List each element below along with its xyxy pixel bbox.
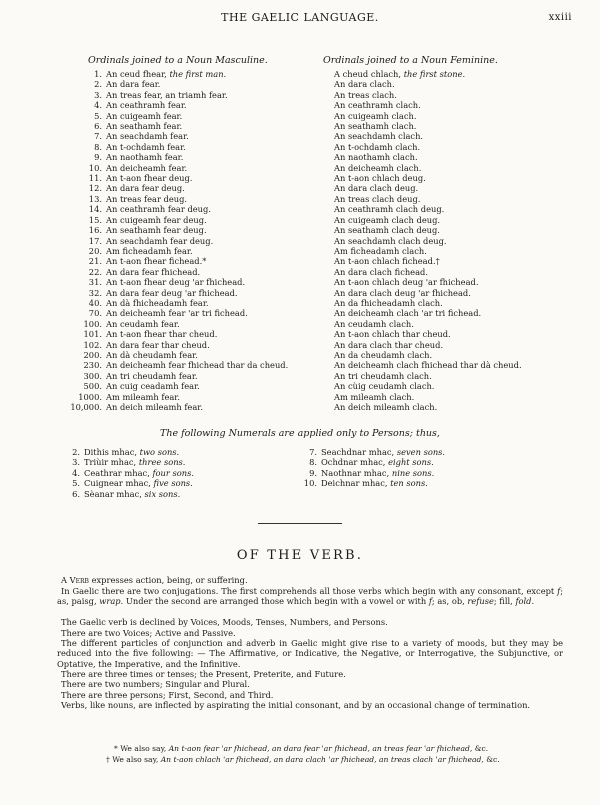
- ordinal-number: 5.: [94, 110, 102, 121]
- list-item: [58, 215, 288, 225]
- list-item: [334, 111, 522, 121]
- gaelic-text: An cuigeamh fear deug.: [106, 214, 207, 225]
- english-gloss: three sons.: [138, 457, 186, 468]
- gaelic-text: An t-ochdamh fear.: [106, 141, 186, 152]
- ordinal-number: 10.: [88, 162, 102, 173]
- list-item: [334, 90, 522, 100]
- ordinal-number: 3.: [72, 457, 80, 468]
- ordinal-number: 4.: [94, 100, 102, 111]
- gaelic-text: Dithis mhac,: [84, 447, 137, 457]
- ordinal-number: 2.: [72, 447, 80, 457]
- list-item: [58, 402, 288, 412]
- list-item: [58, 246, 288, 256]
- list-item: [334, 319, 522, 329]
- gaelic-text: An seachdamh clach.: [334, 131, 424, 142]
- list-item: [58, 111, 288, 121]
- list-item: [334, 121, 522, 131]
- list-item: [334, 100, 522, 110]
- page-number: xxiii: [548, 12, 572, 23]
- gaelic-text: An seachdamh fear deug.: [106, 235, 214, 246]
- ordinal-number: 70.: [88, 308, 102, 319]
- list-item: [334, 277, 522, 287]
- list-item: [58, 204, 288, 214]
- ordinal-number: 500.: [83, 381, 102, 392]
- ordinal-number: 230.: [83, 360, 102, 371]
- english-gloss: nine sons.: [391, 467, 435, 478]
- gaelic-text: An seachdamh clach deug.: [334, 235, 447, 246]
- list-item: [334, 308, 522, 318]
- list-item: [297, 478, 445, 488]
- ordinal-number: 15.: [88, 214, 102, 225]
- ordinal-number: 7.: [309, 447, 317, 457]
- gaelic-text: An seathamh fear deug.: [106, 225, 207, 236]
- list-item: [58, 350, 288, 360]
- masculine-heading: Ordinals joined to a Noun Masculine.: [88, 55, 268, 66]
- gaelic-text: An t-aon fhear deug.: [106, 173, 193, 184]
- gaelic-text: An ceathramh fear.: [106, 100, 187, 111]
- list-item: [334, 360, 522, 370]
- gaelic-text: Triùir mhac,: [84, 457, 137, 468]
- ordinal-number: 1.: [94, 69, 102, 79]
- gaelic-text: Am ficheadamh clach.: [334, 245, 427, 256]
- ordinal-number: 3.: [94, 89, 102, 100]
- gaelic-text: An dara fear deug.: [106, 183, 185, 194]
- gaelic-text: An dara clach fichead.: [334, 266, 428, 277]
- gaelic-text: An t-aon fhear deug 'ar fhichead.: [106, 277, 246, 288]
- ordinal-number: 21.: [88, 256, 102, 267]
- list-item: [58, 225, 288, 235]
- list-item: [334, 173, 522, 183]
- list-item: [297, 447, 445, 457]
- gaelic-text: An ceathramh fear deug.: [106, 204, 211, 215]
- gaelic-text: An ceathramh clach deug.: [334, 204, 445, 215]
- gaelic-text: Naothnar mhac,: [321, 467, 390, 478]
- gaelic-text: An cùig ceudamh clach.: [334, 381, 435, 392]
- english-gloss: seven sons.: [396, 447, 446, 457]
- gaelic-text: An seachdamh fear.: [106, 131, 189, 142]
- gaelic-text: An seathamh clach deug.: [334, 225, 440, 236]
- ordinal-number: 2.: [94, 79, 102, 90]
- ordinal-number: 8.: [94, 141, 102, 152]
- list-item: [58, 329, 288, 339]
- list-item: [334, 267, 522, 277]
- english-gloss: six sons.: [144, 488, 181, 499]
- list-item: [58, 371, 288, 381]
- gaelic-text: An t-aon chlach fichead.†: [334, 256, 440, 267]
- list-item: [334, 256, 522, 266]
- list-item: [334, 236, 522, 246]
- list-item: [334, 163, 522, 173]
- gaelic-text: An deicheamh clach fhichead thar dà cheud.: [334, 360, 522, 371]
- ordinal-number: 6.: [72, 488, 80, 499]
- english-gloss: two sons.: [139, 447, 180, 457]
- gaelic-text: An treas clach deug.: [334, 193, 421, 204]
- list-item: [58, 277, 288, 287]
- gaelic-text: An dara fear thar cheud.: [106, 339, 210, 350]
- english-gloss: four sons.: [152, 467, 194, 478]
- list-item: [60, 489, 194, 499]
- ordinal-number: 4.: [72, 467, 80, 478]
- list-item: [58, 381, 288, 391]
- gaelic-text: An cuigeamh clach deug.: [334, 214, 441, 225]
- english-gloss: the first man.: [169, 69, 227, 79]
- gaelic-text: An naothamh fear.: [106, 152, 184, 163]
- list-item: [58, 340, 288, 350]
- ordinal-number: 10,000.: [70, 402, 102, 412]
- gaelic-text: An da fhicheadamh clach.: [334, 297, 443, 308]
- gaelic-text: An naothamh clach.: [334, 152, 418, 163]
- list-item: [334, 350, 522, 360]
- list-item: [334, 246, 522, 256]
- ordinal-number: 22.: [88, 266, 102, 277]
- gaelic-text: An dara clach thar cheud.: [334, 339, 444, 350]
- verb-paragraph-6: There are three times or tenses; the Present, Preterite, and Future.: [61, 669, 346, 679]
- ordinal-number: 8.: [309, 457, 317, 468]
- gaelic-text: An ceudamh fear.: [106, 318, 180, 329]
- gaelic-text: An deich mileamh fear.: [106, 402, 203, 412]
- gaelic-text: An t-ochdamh clach.: [334, 141, 421, 152]
- list-item: [58, 79, 288, 89]
- gaelic-text: Am mileamh clach.: [334, 391, 415, 402]
- persons-heading: The following Numerals are applied only to Persons; thus,: [160, 428, 440, 439]
- gaelic-text: An cuigeamh clach.: [334, 110, 417, 121]
- ordinal-number: 101.: [83, 329, 102, 340]
- gaelic-text: An tri cheudamh clach.: [334, 370, 432, 381]
- list-item: [58, 298, 288, 308]
- list-item: [334, 183, 522, 193]
- list-item: [60, 468, 194, 478]
- gaelic-text: An da cheudamh clach.: [334, 349, 433, 360]
- footnote-asterisk: * We also say, An t-aon fear 'ar fhichead, an dara fear 'ar fhichead, an treas fear 'ar fhichead, &c.: [114, 744, 489, 753]
- gaelic-text: Am ficheadamh fear.: [106, 245, 193, 256]
- list-item: [58, 236, 288, 246]
- verb-paragraph-3: The Gaelic verb is declined by Voices, Moods, Tenses, Numbers, and Persons.: [61, 617, 388, 627]
- list-item: [58, 308, 288, 318]
- list-item: [334, 204, 522, 214]
- verb-paragraph-2: In Gaelic there are two conjugations. The first comprehends all those verbs which begin with any consonant, except f; as, paisg, wrap. Under the second are arranged those which begin with a vowel or with f; as, ob, refuse; fill, fold.: [57, 586, 563, 607]
- english-gloss: the first stone.: [403, 69, 466, 79]
- gaelic-text: Am mileamh fear.: [106, 391, 180, 402]
- list-item: [58, 90, 288, 100]
- ordinal-number: 300.: [83, 370, 102, 381]
- list-item: [58, 319, 288, 329]
- ordinal-number: 102.: [83, 339, 102, 350]
- list-item: [58, 69, 288, 79]
- gaelic-text: An seathamh fear.: [106, 121, 183, 132]
- gaelic-text: An t-aon chlach deug.: [334, 173, 426, 184]
- ordinal-number: 16.: [88, 225, 102, 236]
- ordinal-number: 7.: [94, 131, 102, 142]
- gaelic-text: An deicheamh fear 'ar tri fichead.: [106, 308, 248, 319]
- list-item: [58, 173, 288, 183]
- ordinal-number: 10.: [303, 478, 317, 489]
- gaelic-text: An treas fear deug.: [106, 193, 188, 204]
- gaelic-text: An dara clach deug 'ar fhichead.: [334, 287, 471, 298]
- gaelic-text: An deicheamh fear fhichead thar da cheud.: [106, 360, 289, 371]
- list-item: [334, 225, 522, 235]
- gaelic-text: A cheud chlach,: [334, 69, 402, 79]
- list-item: [334, 131, 522, 141]
- ordinal-number: 11.: [88, 173, 102, 184]
- list-item: [334, 298, 522, 308]
- verb-paragraph-4: There are two Voices; Active and Passive.: [61, 628, 236, 638]
- list-item: [58, 256, 288, 266]
- running-title: THE GAELIC LANGUAGE.: [221, 11, 379, 24]
- verb-paragraph-9: Verbs, like nouns, are inflected by aspirating the initial consonant, and by an occasional change of termination.: [61, 700, 531, 710]
- verb-paragraph-7: There are two numbers; Singular and Plural.: [61, 679, 250, 689]
- verb-paragraph-8: There are three persons; First, Second, and Third.: [61, 690, 274, 700]
- footnote-dagger: † We also say, An t-aon chlach 'ar fhichead, an dara clach 'ar fhichead, an treas clach 'ar fhichead, &c.: [106, 755, 500, 764]
- list-item: [334, 194, 522, 204]
- gaelic-text: Deichnar mhac,: [321, 478, 388, 489]
- list-item: [58, 142, 288, 152]
- masculine-ordinals-list: [58, 69, 288, 412]
- gaelic-text: An seathamh clach.: [334, 121, 417, 132]
- ordinal-number: 40.: [88, 297, 102, 308]
- list-item: [334, 340, 522, 350]
- gaelic-text: An tri cheudamh fear.: [106, 370, 198, 381]
- section-divider: [258, 523, 342, 524]
- list-item: [58, 131, 288, 141]
- verb-paragraph-5: The different particles of conjunction and adverb in Gaelic might give rise to a variety of moods, but they may be reduced into the five following: — The Affirmative, or Indicative, the Negative, or Interrogative, the Subjunctive, or Optative, the Imperative, and the Infinitive.: [57, 638, 563, 669]
- gaelic-text: An cuig ceadamh fear.: [106, 381, 200, 392]
- ordinal-number: 5.: [72, 478, 80, 489]
- ordinal-number: 31.: [88, 277, 102, 288]
- verb-paragraph-1: A Verb expresses action, being, or suffering.: [61, 575, 248, 585]
- gaelic-text: Cuignear mhac,: [84, 478, 151, 489]
- gaelic-text: Ceathrar mhac,: [84, 467, 150, 478]
- gaelic-text: An t-aon chlach deug 'ar fhichead.: [334, 277, 479, 288]
- persons-list-left: [60, 447, 194, 499]
- ordinal-number: 6.: [94, 121, 102, 132]
- list-item: [60, 457, 194, 467]
- gaelic-text: Ochdnar mhac,: [321, 457, 386, 468]
- list-item: [334, 329, 522, 339]
- list-item: [58, 152, 288, 162]
- gaelic-text: An t-aon chlach thar cheud.: [334, 329, 451, 340]
- ordinal-number: 32.: [88, 287, 102, 298]
- english-gloss: ten sons.: [390, 478, 428, 489]
- gaelic-text: An dara fear fhichead.: [106, 266, 201, 277]
- gaelic-text: An deicheamh clach.: [334, 162, 422, 173]
- ordinal-number: 9.: [309, 467, 317, 478]
- list-item: [58, 100, 288, 110]
- english-gloss: five sons.: [153, 478, 193, 489]
- ordinal-number: 200.: [83, 349, 102, 360]
- gaelic-text: An cuigeamh fear.: [106, 110, 183, 121]
- gaelic-text: An ceathramh clach.: [334, 100, 421, 111]
- list-item: [334, 152, 522, 162]
- list-item: [297, 468, 445, 478]
- gaelic-text: Seachdnar mhac,: [321, 447, 395, 457]
- ordinal-number: 12.: [88, 183, 102, 194]
- list-item: [334, 215, 522, 225]
- gaelic-text: An treas fear, an triamh fear.: [106, 89, 228, 100]
- ordinal-number: 20.: [88, 245, 102, 256]
- english-gloss: eight sons.: [388, 457, 434, 468]
- list-item: [334, 381, 522, 391]
- list-item: [58, 121, 288, 131]
- ordinal-number: 1000.: [78, 391, 102, 402]
- ordinal-number: 14.: [88, 204, 102, 215]
- gaelic-text: An t-aon fhear fichead.*: [106, 256, 207, 267]
- gaelic-text: An dara clach.: [334, 79, 395, 90]
- list-item: [334, 402, 522, 412]
- gaelic-text: An dà fhicheadamh fear.: [106, 297, 209, 308]
- feminine-heading: Ordinals joined to a Noun Feminine.: [323, 55, 498, 66]
- gaelic-text: An ceudamh clach.: [334, 318, 414, 329]
- list-item: [334, 79, 522, 89]
- gaelic-text: An dara fear.: [106, 79, 161, 90]
- verb-section-title: OF THE VERB.: [236, 548, 364, 563]
- gaelic-text: An dara fear deug 'ar fhichead.: [106, 287, 238, 298]
- gaelic-text: An t-aon fhear thar cheud.: [106, 329, 218, 340]
- ordinal-number: 100.: [83, 318, 102, 329]
- list-item: [334, 371, 522, 381]
- list-item: [297, 457, 445, 467]
- gaelic-text: An dà cheudamh fear.: [106, 349, 198, 360]
- gaelic-text: An ceud fhear,: [106, 69, 167, 79]
- persons-list-right: [297, 447, 445, 489]
- ordinal-number: 13.: [88, 193, 102, 204]
- feminine-ordinals-list: [334, 69, 522, 412]
- gaelic-text: An deicheamh fear.: [106, 162, 188, 173]
- list-item: [334, 142, 522, 152]
- list-item: [58, 163, 288, 173]
- gaelic-text: Sèanar mhac,: [84, 488, 142, 499]
- list-item: [58, 288, 288, 298]
- list-item: [334, 392, 522, 402]
- list-item: [58, 267, 288, 277]
- ordinal-number: 9.: [94, 152, 102, 163]
- gaelic-text: An dara clach deug.: [334, 183, 419, 194]
- gaelic-text: An deich mileamh clach.: [334, 402, 438, 412]
- list-item: [58, 183, 288, 193]
- ordinal-number: 17.: [88, 235, 102, 246]
- list-item: [58, 360, 288, 370]
- list-item: [334, 288, 522, 298]
- list-item: [58, 194, 288, 204]
- list-item: [58, 392, 288, 402]
- gaelic-text: An treas clach.: [334, 89, 397, 100]
- list-item: [334, 69, 522, 79]
- list-item: [60, 478, 194, 488]
- list-item: [60, 447, 194, 457]
- gaelic-text: An deicheamh clach 'ar tri fichead.: [334, 308, 482, 319]
